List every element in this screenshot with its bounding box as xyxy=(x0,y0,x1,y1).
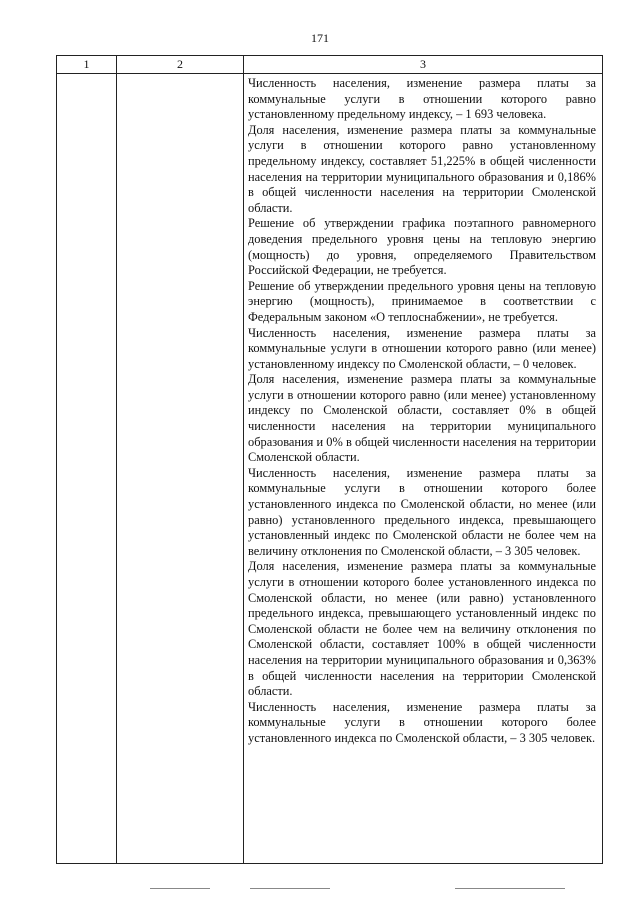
paragraph: Доля населения, изменение размера платы за коммунальные услуги в отношении которого более установленного индекса по Смоленской области, но менее (или равно) установленного предельного индекса, превышающего установленный индекс по Смоленской области не более чем на величину отклонения по Смоленской области, составляет 100% в общей численности населения на территории муниципального образования и 0,363% в общей численности населения на территории Смоленской области. xyxy=(248,559,596,699)
paragraph: Численность населения, изменение размера платы за коммунальные услуги в отношении которого равно установленному предельному индексу, – 1 693 человека. xyxy=(248,76,596,122)
cell-col-3-content xyxy=(244,74,602,747)
paragraph: Численность населения, изменение размера платы за коммунальные услуги в отношении которого более установленного индекса по Смоленской области, – 3 305 человек. xyxy=(248,699,596,745)
cell-col-1 xyxy=(57,74,117,864)
paragraph: Решение об утверждении графика поэтапного равномерного доведения предельного уровня цены на тепловую энергию (мощность) до уровня, определяемого Правительством Российской Федерации, не требуется. xyxy=(248,216,596,278)
cell-col-2 xyxy=(117,74,244,864)
column-header-1: 1 xyxy=(57,56,117,74)
paragraph: Численность населения, изменение размера платы за коммунальные услуги в отношении которого более установленного индекса по Смоленской области, но менее (или равно) установленного предельного индекса, превышающего установленный индекс по Смоленской области не более чем на величину отклонения по Смоленской области, – 3 305 человек. xyxy=(248,465,596,558)
cell-col-3 xyxy=(244,74,603,864)
paragraph: Доля населения, изменение размера платы за коммунальные услуги в отношении которого равно (или менее) установленному индексу по Смоленской области, составляет 0% в общей численности населения на территории муниципального образования и 0% в общей численности населения на территории Смоленской области. xyxy=(248,372,596,465)
document-table xyxy=(56,55,603,864)
page-number: 171 xyxy=(311,31,329,45)
scan-artifact-line xyxy=(250,888,330,889)
column-header-2: 2 xyxy=(117,56,244,74)
paragraph: Численность населения, изменение размера платы за коммунальные услуги в отношении которого равно (или менее) установленному индексу по Смоленской области, – 0 человек. xyxy=(248,325,596,371)
scan-artifact-line xyxy=(150,888,210,889)
paragraph: Доля населения, изменение размера платы за коммунальные услуги в отношении которого равно установленному предельному индексу, составляет 51,225% в общей численности населения на территории муниципального образования и 0,186% в общей численности населения на территории Смоленской области. xyxy=(248,122,596,215)
table-header-row xyxy=(57,56,603,74)
column-header-3: 3 xyxy=(244,56,603,74)
paragraph: Решение об утверждении предельного уровня цены на тепловую энергию (мощность), принимаемое в соответствии с Федеральным законом «О теплоснабжении», не требуется. xyxy=(248,278,596,324)
scan-artifact-line xyxy=(455,888,565,889)
table-row xyxy=(57,74,603,864)
